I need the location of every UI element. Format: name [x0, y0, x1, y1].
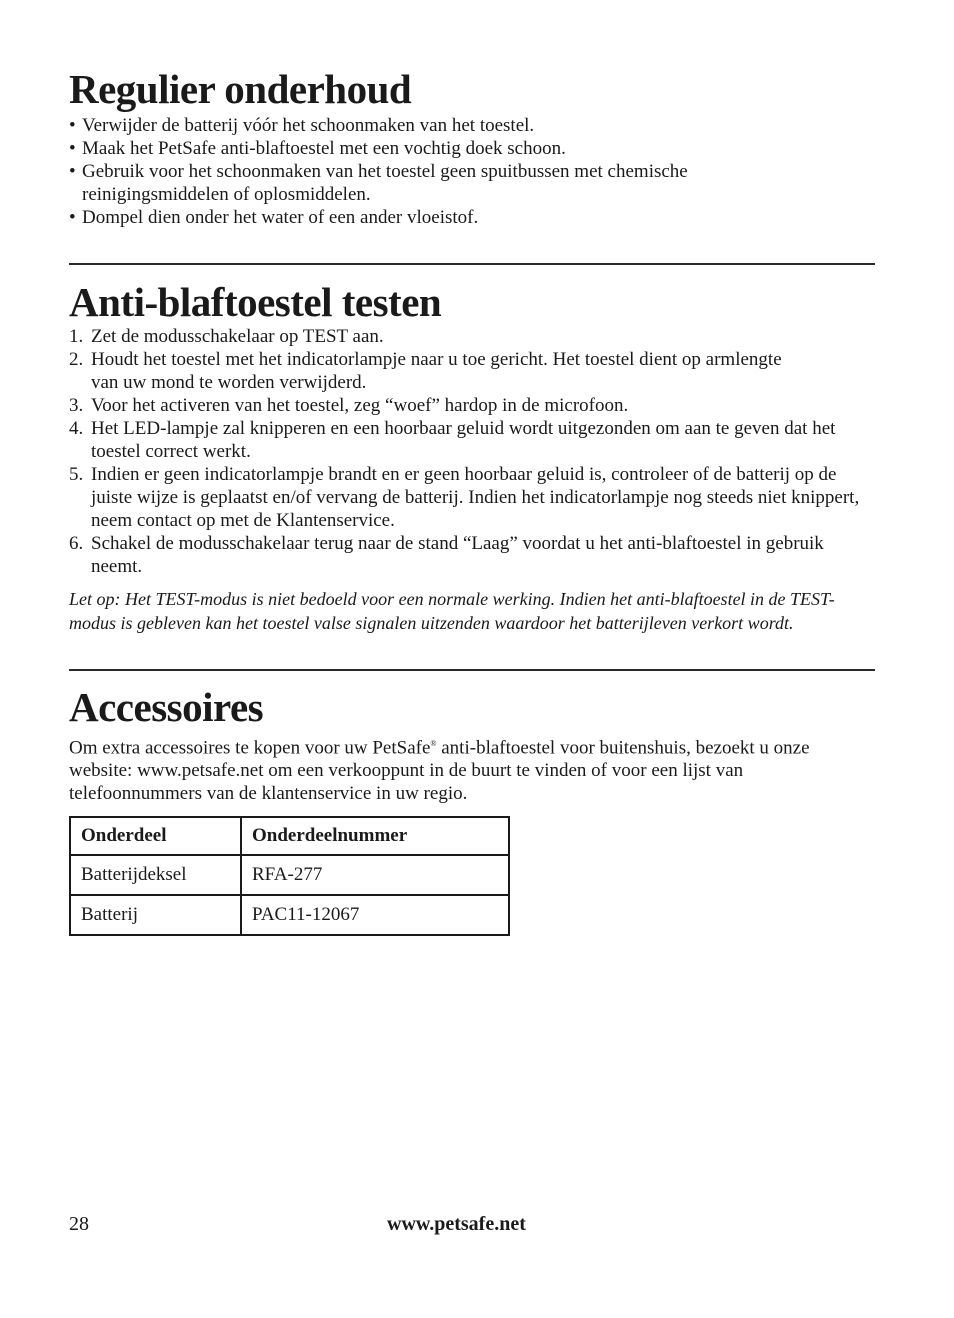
testing-steps	[69, 325, 875, 578]
table-row	[70, 895, 509, 935]
list-item	[69, 417, 841, 463]
step-number: 5.	[69, 464, 84, 485]
registered-mark: ®	[430, 739, 437, 748]
step-text: Voor het activeren van het toestel, zeg “woef” hardop in de microfoon.	[91, 395, 629, 416]
table-cell: RFA-277	[241, 855, 509, 895]
section-divider	[69, 669, 875, 671]
step-text: Houdt het toestel met het indicatorlampje naar u toe gericht. Het toestel dient op armlengte van uw mond te worden verwijderd.	[91, 349, 782, 393]
step-text: Zet de modusschakelaar op TEST aan.	[91, 326, 384, 347]
table-header-row	[70, 817, 509, 855]
column-header: Onderdeelnummer	[241, 817, 509, 855]
list-item	[69, 348, 811, 394]
step-text: Het LED-lampje zal knipperen en een hoorbaar geluid wordt uitgezonden om aan te geven dat het toestel correct werkt.	[91, 418, 836, 462]
list-item: • Verwijder de batterij vóór het schoonmaken van het toestel.	[69, 114, 875, 137]
section-divider	[69, 263, 875, 265]
testing-section	[69, 279, 875, 635]
accessories-section	[69, 684, 875, 936]
list-item: • Dompel dien onder het water of een ander vloeistof.	[69, 206, 875, 229]
testing-title: Anti-blaftoestel testen	[69, 279, 442, 325]
step-text: Schakel de modusschakelaar terug naar de stand “Laag” voordat u het anti-blaftoestel in gebruik neemt.	[91, 533, 824, 577]
table-cell: Batterijdeksel	[70, 855, 241, 895]
list-item	[69, 532, 871, 578]
maintenance-list	[69, 114, 875, 229]
list-item: • Gebruik voor het schoonmaken van het toestel geen spuitbussen met chemische reinigingsmiddelen of oplosmiddelen.	[69, 160, 802, 206]
intro-text: anti-blaftoestel voor buitenshuis, bezoekt u onze website: www.petsafe.net om een verkooppunt in de buurt te vinden of voor een lijst van telefoonnummers van de klantenservice in uw regio.	[69, 737, 810, 805]
parts-table	[69, 816, 510, 936]
list-item: • Maak het PetSafe anti-blaftoestel met een vochtig doek schoon.	[69, 137, 875, 160]
maintenance-title: Regulier onderhoud	[69, 66, 412, 112]
table-cell: Batterij	[70, 895, 241, 935]
step-number: 3.	[69, 395, 84, 416]
maintenance-section	[69, 66, 875, 229]
step-number: 6.	[69, 533, 84, 554]
column-header: Onderdeel	[70, 817, 241, 855]
page-number: 28	[69, 1213, 89, 1235]
step-number: 4.	[69, 418, 84, 439]
table-row	[70, 855, 509, 895]
test-mode-note: Let op: Het TEST-modus is niet bedoeld voor een normale werking. Indien het anti-blaftoestel in de TEST-modus is gebleven kan het toestel valse signalen uitzenden waardoor het batterijleven verkort wordt.	[69, 589, 835, 633]
accessories-title: Accessoires	[69, 684, 264, 730]
table-cell: PAC11-12067	[241, 895, 509, 935]
intro-text: Om extra accessoires te kopen voor uw PetSafe	[69, 737, 431, 759]
list-item	[69, 394, 875, 417]
list-item	[69, 325, 875, 348]
list-item	[69, 463, 875, 532]
step-number: 2.	[69, 349, 84, 370]
step-number: 1.	[69, 326, 84, 347]
step-text: Indien er geen indicatorlampje brandt en er geen hoorbaar geluid is, controleer of de batterij op de juiste wijze is geplaatst en/of vervang de batterij. Indien het indicatorlampje nog steeds niet knippert, neem contact op met de Klantenservice.	[91, 464, 860, 531]
accessories-intro	[69, 732, 859, 805]
footer-url[interactable]: www.petsafe.net	[387, 1213, 526, 1235]
